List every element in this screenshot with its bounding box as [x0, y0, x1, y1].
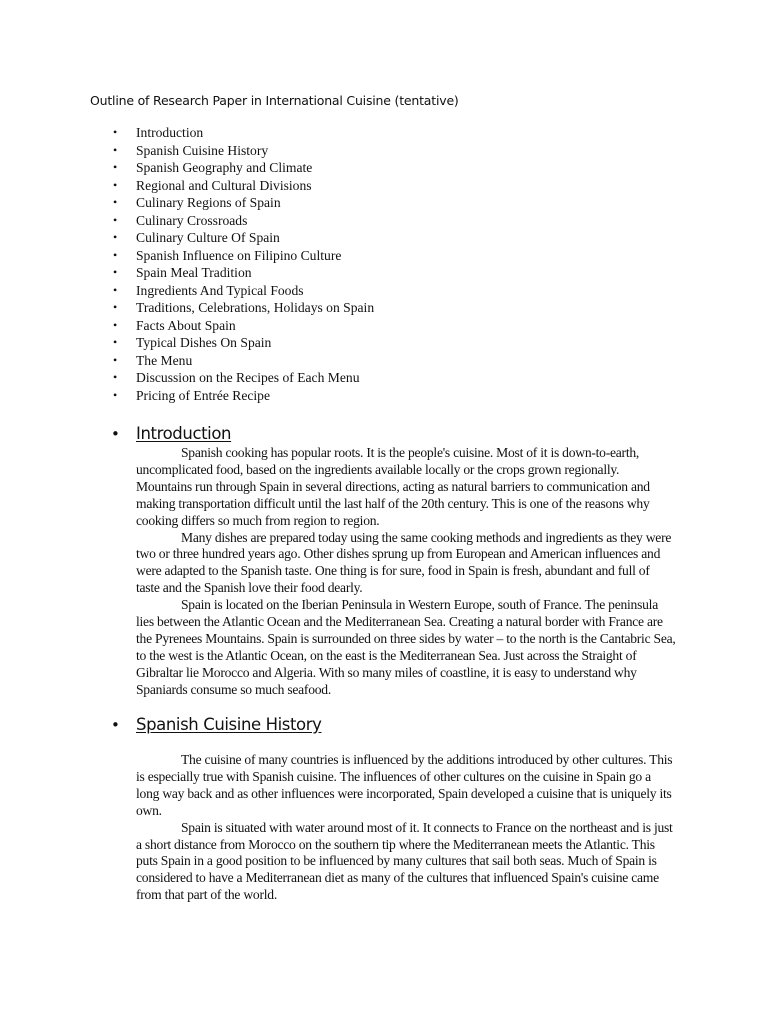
bullet-icon: • — [113, 370, 118, 384]
bullet-icon: • — [113, 352, 118, 367]
outline-item — [0, 247, 374, 265]
outline-item — [0, 124, 374, 142]
bullet-icon: • — [113, 317, 118, 332]
bullet-icon: • — [113, 230, 118, 244]
document-title: Outline of Research Paper in International Cuisine (tentative) — [90, 93, 459, 108]
section-heading-text: Spanish Cuisine History — [136, 715, 322, 734]
paragraph: Spanish cooking has popular roots. It is the people's cuisine. Most of it is down-to-earth, uncomplicated food, based on the ingredients available locally or the crops grown regionally. Mountains run through Spain in several directions, acting as natural barriers to communication and making transportation difficult until the last half of the 20th century. This is one of the reasons why cooking differs so much from region to region. — [136, 445, 650, 528]
bullet-icon: • — [113, 195, 118, 209]
bullet-icon: • — [113, 247, 118, 262]
paragraph: Spain is situated with water around most of it. It connects to France on the northeast and is just a short distance from Morocco on the southern tip where the Mediterranean meets the Atlantic. This puts Spain in a good position to be influenced by many cultures that sail both seas. Much of Spain is considered to have a Mediterranean diet as many of the cultures that influenced Spain's cuisine came from that part of the world. — [136, 819, 673, 903]
outline-item — [0, 264, 374, 282]
outline-item-text: Regional and Cultural Divisions — [136, 177, 312, 193]
outline-item-text: Pricing of Entrée Recipe — [136, 387, 270, 403]
outline-item-text: Typical Dishes On Spain — [136, 335, 272, 350]
bullet-icon: • — [113, 177, 118, 192]
bullet-icon: • — [113, 212, 118, 227]
outline-item-text: Culinary Crossroads — [136, 212, 248, 228]
outline-item — [0, 317, 374, 335]
outline-item-text: Culinary Culture Of Spain — [136, 230, 280, 245]
bullet-icon: • — [111, 716, 120, 734]
bullet-icon: • — [113, 265, 118, 279]
bullet-icon: • — [113, 335, 118, 349]
outline-item — [0, 194, 374, 212]
outline-item — [0, 334, 374, 352]
outline-item-text: Spanish Cuisine History — [136, 142, 269, 158]
bullet-icon: • — [113, 142, 118, 157]
section-heading-text: Introduction — [136, 424, 232, 443]
outline-item — [0, 282, 374, 300]
outline-item-text: Introduction — [136, 125, 204, 140]
section-body-spanish-cuisine-history — [136, 752, 676, 904]
paragraph: Many dishes are prepared today using the same cooking methods and ingredients as they were two or three hundred years ago. Other dishes sprung up from European and American influences and were adapted to the Spanish taste. One thing is for sure, food in Spain is fresh, abundant and full of taste and the Spanish love their food dearly. — [136, 529, 672, 596]
outline-item — [0, 229, 374, 247]
outline-item — [0, 159, 374, 177]
outline-item — [0, 177, 374, 195]
outline-item-text: Traditions, Celebrations, Holidays on Spain — [136, 300, 375, 315]
outline-item — [0, 212, 374, 230]
outline-item-text: Facts About Spain — [136, 317, 236, 333]
bullet-icon: • — [113, 387, 118, 402]
paragraph: The cuisine of many countries is influenced by the additions introduced by other cultures. This is especially true with Spanish cuisine. The influences of other cultures on the cuisine in Spain go a long way back and as other influences were incorporated, Spain developed a cuisine that is uniquely its own. — [136, 752, 673, 818]
bullet-icon: • — [113, 160, 118, 174]
bullet-icon: • — [111, 425, 120, 443]
bullet-icon: • — [113, 282, 118, 297]
outline-item — [0, 369, 374, 387]
outline-item — [0, 299, 374, 317]
paragraph: Spain is located on the Iberian Peninsula in Western Europe, south of France. The peninsula lies between the Atlantic Ocean and the Mediterranean Sea. Creating a natural border with France are the Pyrenees Mountains. Spain is surrounded on three sides by water – to the north is the Cantabric Sea, to the west is the Atlantic Ocean, on the east is the Mediterranean Sea. Just across the Straight of Gibraltar lie Morocco and Algeria. With so many miles of coastline, it is easy to understand why Spaniards consume so much seafood. — [136, 597, 676, 697]
bullet-icon: • — [113, 125, 118, 139]
outline-item-text: Culinary Regions of Spain — [136, 195, 281, 210]
bullet-icon: • — [113, 300, 118, 314]
outline-item-text: Discussion on the Recipes of Each Menu — [136, 370, 360, 385]
outline-item-text: The Menu — [136, 352, 193, 368]
section-body-introduction — [136, 445, 676, 699]
outline-item-text: Spanish Influence on Filipino Culture — [136, 247, 342, 263]
outline-item — [0, 142, 374, 160]
outline-item-text: Spanish Geography and Climate — [136, 160, 313, 175]
outline-item — [0, 352, 374, 370]
outline-list — [0, 124, 374, 404]
outline-item — [0, 387, 374, 405]
outline-item-text: Spain Meal Tradition — [136, 265, 252, 280]
outline-item-text: Ingredients And Typical Foods — [136, 282, 304, 298]
